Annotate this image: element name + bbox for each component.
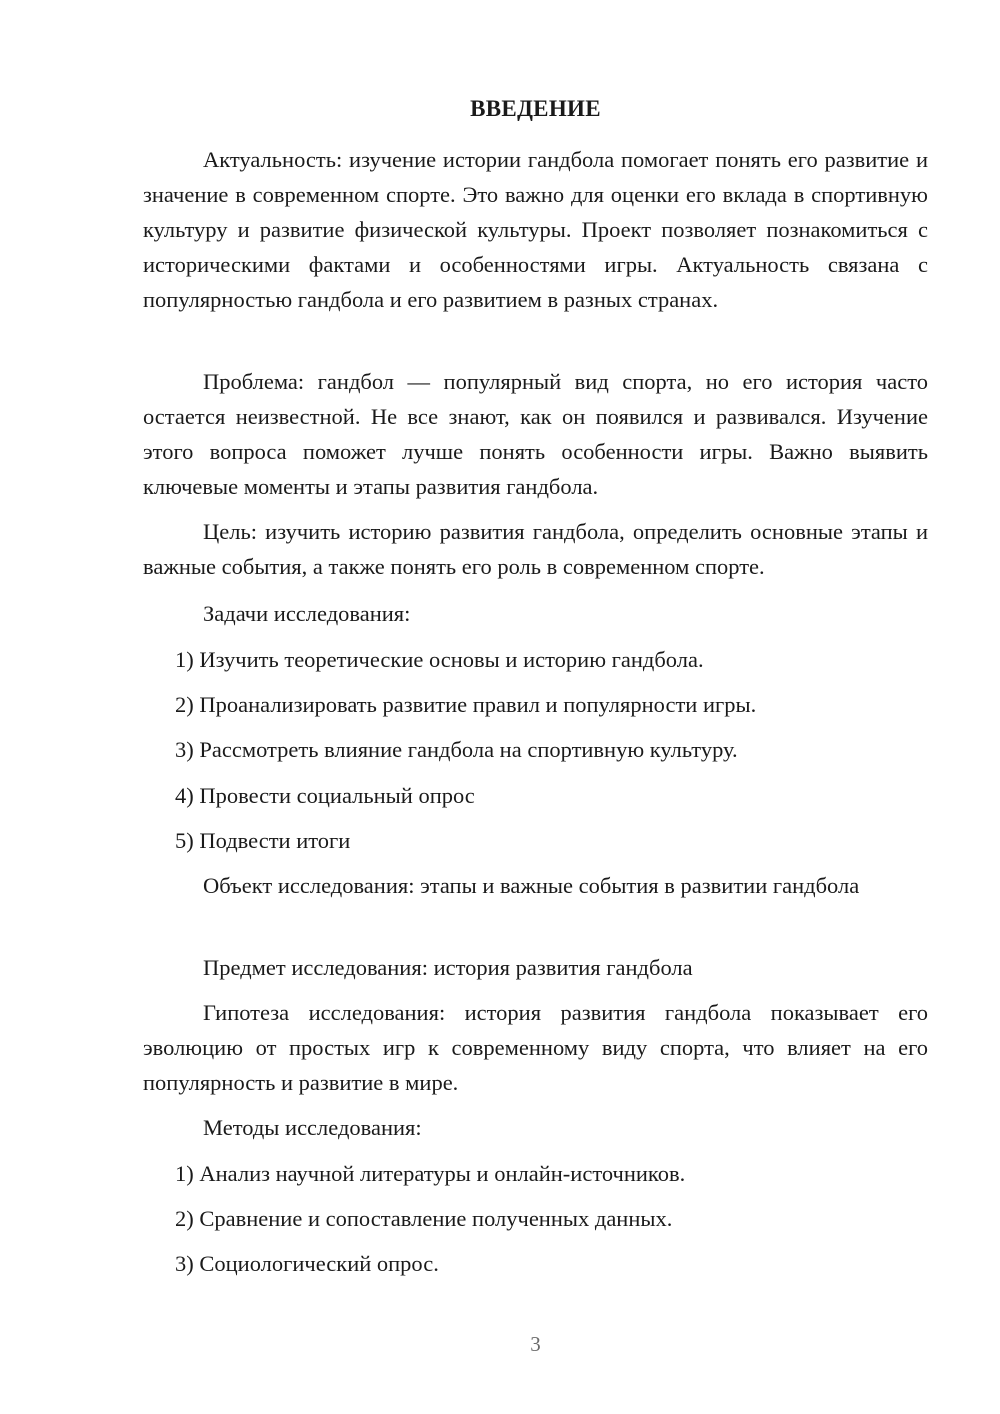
task-item-5: 5) Подвести итоги bbox=[175, 828, 351, 853]
task-item-3: 3) Рассмотреть влияние гандбола на спортивную культуру. bbox=[175, 737, 738, 762]
tasks-heading: Задачи исследования: bbox=[203, 601, 411, 626]
task-item-1: 1) Изучить теоретические основы и историю гандбола. bbox=[175, 647, 704, 672]
goal-paragraph: Цель: изучить историю развития гандбола, определить основные этапы и важные события, а также понять его роль в современном спорте. bbox=[143, 519, 928, 579]
subject-line: Предмет исследования: история развития гандбола bbox=[203, 955, 693, 980]
method-item-1: 1) Анализ научной литературы и онлайн-источников. bbox=[175, 1161, 686, 1186]
method-item-2: 2) Сравнение и сопоставление полученных данных. bbox=[175, 1206, 673, 1231]
page-number: 3 bbox=[530, 1332, 541, 1356]
task-item-2: 2) Проанализировать развитие правил и популярности игры. bbox=[175, 692, 757, 717]
page-content bbox=[143, 0, 928, 1414]
relevance-paragraph: Актуальность: изучение истории гандбола помогает понять его развитие и значение в современном спорте. Это важно для оценки его вклада в спортивную культуру и развитие физической культуры. Проект позволяет познакомиться с историческими фактами и особенностями игры. Актуальность связана с популярностью гандбола и его развитием в разных странах. bbox=[143, 147, 928, 312]
task-item-4: 4) Провести социальный опрос bbox=[175, 783, 475, 808]
methods-heading: Методы исследования: bbox=[203, 1115, 422, 1140]
hypothesis-paragraph: Гипотеза исследования: история развития гандбола показывает его эволюцию от простых игр к современному виду спорта, что влияет на его популярность и развитие в мире. bbox=[143, 1000, 928, 1095]
page-title: ВВЕДЕНИЕ bbox=[470, 96, 601, 121]
method-item-3: 3) Социологический опрос. bbox=[175, 1251, 439, 1276]
object-paragraph: Объект исследования: этапы и важные события в развитии гандбола bbox=[203, 873, 860, 898]
problem-paragraph: Проблема: гандбол — популярный вид спорта, но его история часто остается неизвестной. Не все знают, как он появился и развивался. Изучение этого вопроса поможет лучше понять особенности игры. Важно выявить ключевые моменты и этапы развития гандбола. bbox=[143, 369, 928, 499]
